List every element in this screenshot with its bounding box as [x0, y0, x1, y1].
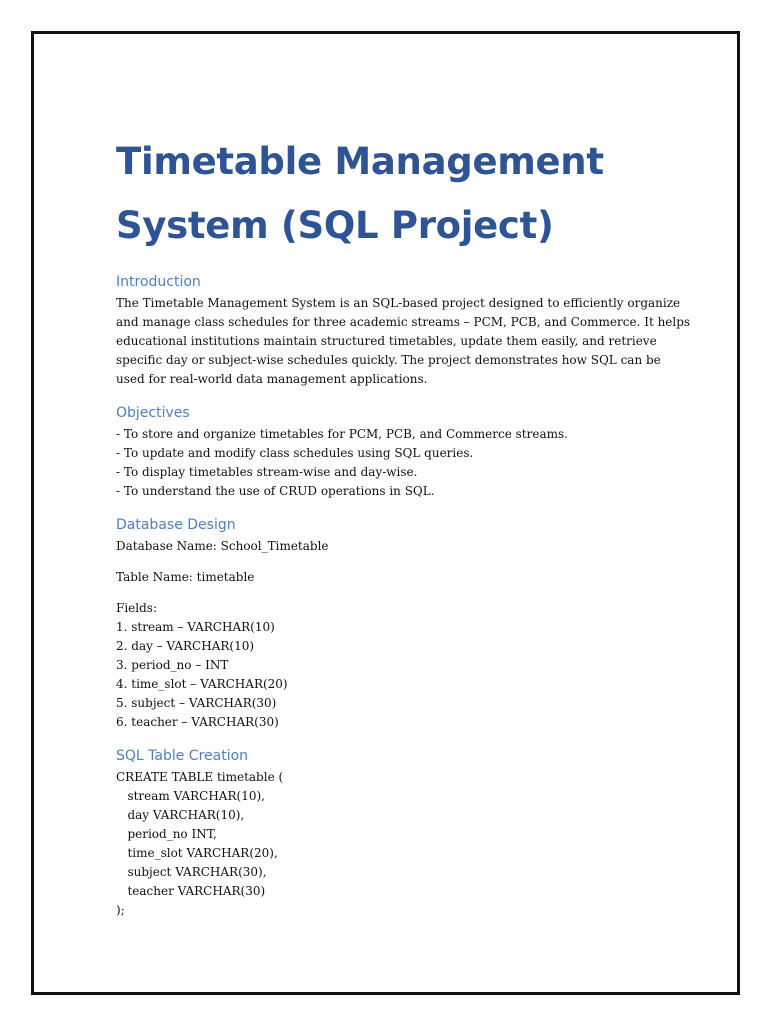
intro-line: and manage class schedules for three academic streams – PCM, PCB, and Commerce. It helps	[116, 315, 691, 329]
objective-item: - To understand the use of CRUD operations in SQL.	[116, 484, 435, 498]
sql-code-line: teacher VARCHAR(30)	[116, 884, 266, 898]
database-name: Database Name: School_Timetable	[116, 539, 329, 553]
table-name: Table Name: timetable	[116, 570, 255, 584]
sql-code-line: CREATE TABLE timetable (	[116, 770, 284, 784]
fields-label: Fields:	[116, 601, 157, 615]
field-item: 5. subject – VARCHAR(30)	[116, 696, 277, 710]
document-page	[31, 31, 740, 995]
title-line-2: System (SQL Project)	[116, 204, 554, 247]
intro-line: educational institutions maintain structured timetables, update them easily, and retrieve	[116, 334, 657, 348]
intro-line: The Timetable Management System is an SQL-based project designed to efficiently organize	[116, 296, 681, 310]
field-item: 1. stream – VARCHAR(10)	[116, 620, 275, 634]
field-item: 3. period_no – INT	[116, 658, 229, 672]
intro-line: specific day or subject-wise schedules quickly. The project demonstrates how SQL can be	[116, 353, 661, 367]
sql-code-line: day VARCHAR(10),	[116, 808, 245, 822]
objective-item: - To display timetables stream-wise and day-wise.	[116, 465, 418, 479]
title-line-1: Timetable Management	[116, 140, 604, 183]
sql-table-creation-heading: SQL Table Creation	[116, 748, 249, 764]
field-item: 4. time_slot – VARCHAR(20)	[116, 677, 288, 691]
database-design-body	[116, 537, 676, 732]
objective-item: - To store and organize timetables for PCM, PCB, and Commerce streams.	[116, 427, 568, 441]
sql-code-line: stream VARCHAR(10),	[116, 789, 265, 803]
objective-item: - To update and modify class schedules using SQL queries.	[116, 446, 474, 460]
objectives-heading: Objectives	[116, 405, 190, 421]
objectives-list	[116, 425, 676, 501]
sql-code-line: subject VARCHAR(30),	[116, 865, 267, 879]
sql-code-block	[116, 768, 676, 920]
introduction-paragraph	[116, 294, 691, 389]
sql-code-line: );	[116, 903, 125, 917]
introduction-heading: Introduction	[116, 274, 201, 290]
sql-code-line: period_no INT,	[116, 827, 217, 841]
field-item: 6. teacher – VARCHAR(30)	[116, 715, 279, 729]
intro-line: used for real-world data management applications.	[116, 372, 428, 386]
document-title	[116, 130, 676, 258]
database-design-heading: Database Design	[116, 517, 236, 533]
sql-code-line: time_slot VARCHAR(20),	[116, 846, 278, 860]
document-content	[116, 130, 691, 920]
field-item: 2. day – VARCHAR(10)	[116, 639, 255, 653]
